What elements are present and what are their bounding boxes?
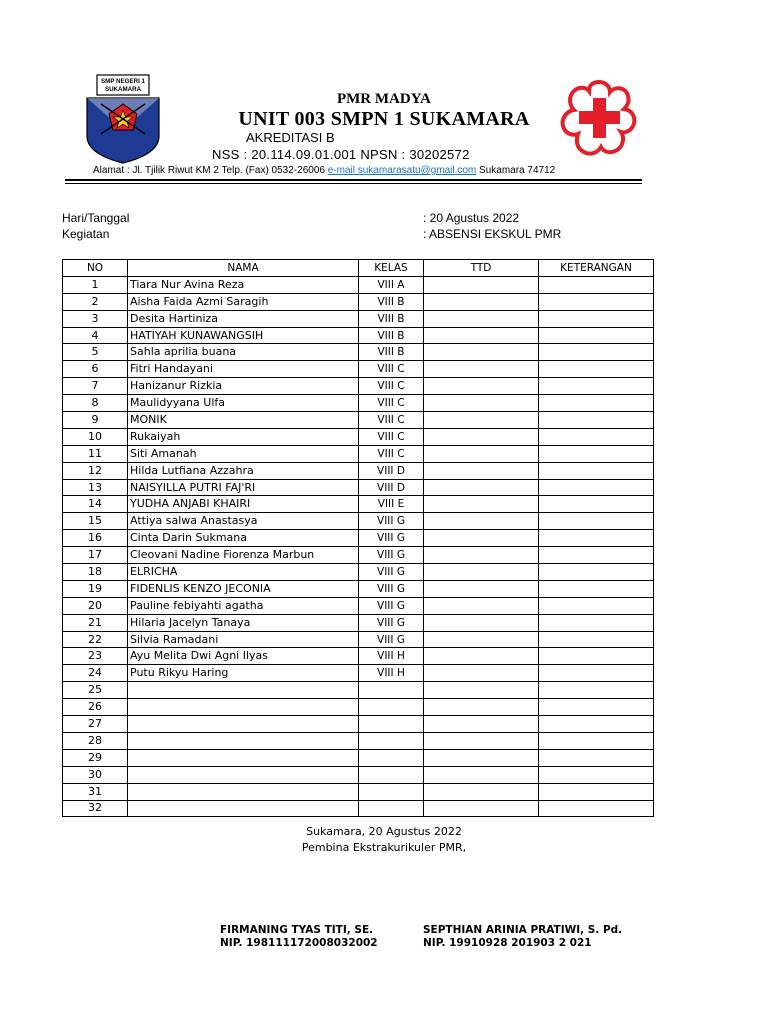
row-ttd — [424, 327, 539, 344]
row-keterangan — [539, 462, 654, 479]
row-no: 16 — [63, 530, 128, 547]
row-kelas — [359, 699, 424, 716]
col-header-kelas: KELAS — [359, 260, 424, 277]
row-nama: Cleovani Nadine Fiorenza Marbun — [128, 547, 359, 564]
header-divider-thin — [65, 183, 642, 184]
table-row — [63, 564, 654, 581]
row-no: 9 — [63, 412, 128, 429]
table-header-row — [63, 260, 654, 277]
row-nama: NAISYILLA PUTRI FAJ'RI — [128, 479, 359, 496]
row-ttd — [424, 445, 539, 462]
row-kelas: VIII C — [359, 378, 424, 395]
row-ttd — [424, 276, 539, 293]
row-ttd — [424, 361, 539, 378]
row-no: 20 — [63, 597, 128, 614]
row-nama: Siti Amanah — [128, 445, 359, 462]
row-nama: Aisha Faida Azmi Saragih — [128, 293, 359, 310]
row-kelas: VIII B — [359, 344, 424, 361]
row-nama — [128, 699, 359, 716]
activity-label: Kegiatan — [62, 227, 110, 241]
date-label: Hari/Tanggal — [62, 211, 130, 225]
row-no: 28 — [63, 732, 128, 749]
row-keterangan — [539, 749, 654, 766]
row-keterangan — [539, 276, 654, 293]
row-kelas — [359, 749, 424, 766]
row-ttd — [424, 682, 539, 699]
row-keterangan — [539, 631, 654, 648]
row-nama: Putu Rikyu Haring — [128, 665, 359, 682]
row-ttd — [424, 614, 539, 631]
accreditation: AKREDITASI B — [246, 130, 335, 145]
row-keterangan — [539, 513, 654, 530]
row-ttd — [424, 412, 539, 429]
row-keterangan — [539, 428, 654, 445]
row-kelas: VIII C — [359, 361, 424, 378]
row-no: 12 — [63, 462, 128, 479]
table-row — [63, 361, 654, 378]
row-nama — [128, 749, 359, 766]
address-line — [93, 165, 555, 176]
row-nama — [128, 682, 359, 699]
row-no: 27 — [63, 716, 128, 733]
row-no: 6 — [63, 361, 128, 378]
row-ttd — [424, 749, 539, 766]
table-row — [63, 412, 654, 429]
row-kelas: VIII H — [359, 648, 424, 665]
unit-title: UNIT 003 SMPN 1 SUKAMARA — [238, 108, 530, 130]
attendance-table — [62, 259, 654, 817]
table-row — [63, 783, 654, 800]
row-keterangan — [539, 682, 654, 699]
table-row — [63, 327, 654, 344]
table-row — [63, 682, 654, 699]
org-title: PMR MADYA — [336, 91, 431, 107]
row-keterangan — [539, 564, 654, 581]
address-suffix: Sukamara 74712 — [476, 165, 556, 176]
row-ttd — [424, 513, 539, 530]
row-ttd — [424, 800, 539, 817]
row-nama: Fitri Handayani — [128, 361, 359, 378]
row-ttd — [424, 648, 539, 665]
row-kelas: VIII C — [359, 428, 424, 445]
svg-text:SUKAMARA: SUKAMARA — [104, 86, 142, 93]
row-no: 22 — [63, 631, 128, 648]
row-kelas — [359, 716, 424, 733]
row-no: 18 — [63, 564, 128, 581]
row-no: 21 — [63, 614, 128, 631]
row-nama: Hanizanur Rizkia — [128, 378, 359, 395]
header-divider-thick — [65, 179, 642, 181]
row-nama: HATIYAH KUNAWANGSIH — [128, 327, 359, 344]
row-no: 2 — [63, 293, 128, 310]
row-keterangan — [539, 597, 654, 614]
row-kelas: VIII C — [359, 445, 424, 462]
table-row — [63, 445, 654, 462]
table-row — [63, 648, 654, 665]
row-ttd — [424, 732, 539, 749]
row-nama: Hilda Lutfiana Azzahra — [128, 462, 359, 479]
table-row — [63, 597, 654, 614]
row-ttd — [424, 395, 539, 412]
row-kelas — [359, 800, 424, 817]
row-no: 11 — [63, 445, 128, 462]
row-ttd — [424, 428, 539, 445]
svg-text:SMP NEGERI 1: SMP NEGERI 1 — [101, 78, 145, 85]
row-kelas: VIII A — [359, 276, 424, 293]
col-header-keterangan: KETERANGAN — [539, 260, 654, 277]
row-ttd — [424, 530, 539, 547]
row-ttd — [424, 597, 539, 614]
row-keterangan — [539, 479, 654, 496]
row-ttd — [424, 716, 539, 733]
row-ttd — [424, 564, 539, 581]
signer2-name: SEPTHIAN ARINIA PRATIWI, S. Pd. — [423, 924, 623, 936]
row-nama: Cinta Darin Sukmana — [128, 530, 359, 547]
row-nama — [128, 732, 359, 749]
row-keterangan — [539, 800, 654, 817]
row-no: 24 — [63, 665, 128, 682]
row-nama — [128, 800, 359, 817]
place-date: Sukamara, 20 Agustus 2022 — [306, 825, 462, 838]
row-keterangan — [539, 766, 654, 783]
row-no: 3 — [63, 310, 128, 327]
row-nama: Pauline febiyahti agatha — [128, 597, 359, 614]
row-kelas — [359, 783, 424, 800]
school-ids: NSS : 20.114.09.01.001 NPSN : 30202572 — [212, 147, 470, 162]
row-nama: MONIK — [128, 412, 359, 429]
row-ttd — [424, 665, 539, 682]
row-no: 8 — [63, 395, 128, 412]
table-row — [63, 428, 654, 445]
row-kelas: VIII E — [359, 496, 424, 513]
row-no: 19 — [63, 580, 128, 597]
row-nama: Hilaria Jacelyn Tanaya — [128, 614, 359, 631]
table-row — [63, 530, 654, 547]
row-no: 23 — [63, 648, 128, 665]
row-kelas: VIII H — [359, 665, 424, 682]
row-nama — [128, 766, 359, 783]
table-row — [63, 496, 654, 513]
address-prefix: Alamat : Jl. Tjilik Riwut KM 2 Telp. (Fax) 0532-26006 — [93, 165, 328, 176]
row-kelas: VIII B — [359, 310, 424, 327]
table-row — [63, 800, 654, 817]
row-ttd — [424, 496, 539, 513]
row-ttd — [424, 547, 539, 564]
row-no: 5 — [63, 344, 128, 361]
row-ttd — [424, 783, 539, 800]
row-keterangan — [539, 327, 654, 344]
table-row — [63, 310, 654, 327]
row-ttd — [424, 378, 539, 395]
row-no: 14 — [63, 496, 128, 513]
row-kelas — [359, 732, 424, 749]
row-no: 29 — [63, 749, 128, 766]
row-nama — [128, 716, 359, 733]
row-keterangan — [539, 293, 654, 310]
table-row — [63, 631, 654, 648]
table-row — [63, 276, 654, 293]
table-row — [63, 547, 654, 564]
row-nama: Tiara Nur Avina Reza — [128, 276, 359, 293]
signer2-nip: NIP. 19910928 201903 2 021 — [423, 937, 592, 949]
row-keterangan — [539, 648, 654, 665]
row-keterangan — [539, 310, 654, 327]
table-row — [63, 732, 654, 749]
row-nama: YUDHA ANJABI KHAIRI — [128, 496, 359, 513]
row-keterangan — [539, 395, 654, 412]
row-nama: FIDENLIS KENZO JECONIA — [128, 580, 359, 597]
row-kelas: VIII G — [359, 631, 424, 648]
row-no: 15 — [63, 513, 128, 530]
table-row — [63, 344, 654, 361]
row-nama: ELRICHA — [128, 564, 359, 581]
row-kelas: VIII G — [359, 564, 424, 581]
row-keterangan — [539, 530, 654, 547]
row-no: 25 — [63, 682, 128, 699]
row-kelas: VIII C — [359, 412, 424, 429]
row-keterangan — [539, 699, 654, 716]
row-ttd — [424, 631, 539, 648]
table-row — [63, 766, 654, 783]
table-row — [63, 513, 654, 530]
row-no: 7 — [63, 378, 128, 395]
email-link[interactable]: e-mail sukamarasatu@gmail.com — [327, 165, 477, 176]
row-kelas: VIII G — [359, 530, 424, 547]
table-row — [63, 479, 654, 496]
signer1-name: FIRMANING TYAS TITI, SE. — [220, 924, 374, 936]
row-nama — [128, 783, 359, 800]
row-keterangan — [539, 732, 654, 749]
row-keterangan — [539, 412, 654, 429]
row-keterangan — [539, 496, 654, 513]
row-keterangan — [539, 580, 654, 597]
row-keterangan — [539, 716, 654, 733]
row-nama: Desita Hartiniza — [128, 310, 359, 327]
row-kelas: VIII G — [359, 614, 424, 631]
row-kelas: VIII G — [359, 513, 424, 530]
table-row — [63, 293, 654, 310]
signer-role: Pembina Ekstrakurikuler PMR, — [301, 841, 467, 854]
row-nama: Sahla aprilia buana — [128, 344, 359, 361]
table-row — [63, 614, 654, 631]
row-ttd — [424, 344, 539, 361]
col-header-nama: NAMA — [128, 260, 359, 277]
row-kelas — [359, 682, 424, 699]
row-keterangan — [539, 361, 654, 378]
row-keterangan — [539, 378, 654, 395]
row-no: 4 — [63, 327, 128, 344]
row-no: 31 — [63, 783, 128, 800]
row-ttd — [424, 293, 539, 310]
row-keterangan — [539, 547, 654, 564]
row-keterangan — [539, 614, 654, 631]
table-row — [63, 462, 654, 479]
row-ttd — [424, 766, 539, 783]
row-keterangan — [539, 783, 654, 800]
row-ttd — [424, 310, 539, 327]
table-row — [63, 580, 654, 597]
row-nama: Ayu Melita Dwi Agni Ilyas — [128, 648, 359, 665]
table-row — [63, 749, 654, 766]
row-ttd — [424, 479, 539, 496]
row-kelas: VIII B — [359, 327, 424, 344]
row-no: 1 — [63, 276, 128, 293]
row-no: 26 — [63, 699, 128, 716]
col-header-no: NO — [63, 260, 128, 277]
row-no: 32 — [63, 800, 128, 817]
row-keterangan — [539, 665, 654, 682]
row-keterangan — [539, 344, 654, 361]
row-no: 17 — [63, 547, 128, 564]
row-nama: Maulidyyana Ulfa — [128, 395, 359, 412]
row-kelas: VIII B — [359, 293, 424, 310]
col-header-ttd: TTD — [424, 260, 539, 277]
signer1-nip: NIP. 198111172008032002 — [220, 937, 378, 949]
date-value: : 20 Agustus 2022 — [423, 211, 520, 225]
row-no: 30 — [63, 766, 128, 783]
row-nama: Silvia Ramadani — [128, 631, 359, 648]
table-row — [63, 395, 654, 412]
row-no: 13 — [63, 479, 128, 496]
row-no: 10 — [63, 428, 128, 445]
row-nama: Rukaiyah — [128, 428, 359, 445]
row-ttd — [424, 699, 539, 716]
table-row — [63, 665, 654, 682]
table-row — [63, 699, 654, 716]
row-kelas: VIII C — [359, 395, 424, 412]
row-kelas: VIII D — [359, 479, 424, 496]
activity-value: : ABSENSI EKSKUL PMR — [423, 227, 562, 241]
row-kelas: VIII G — [359, 597, 424, 614]
row-nama: Attiya salwa Anastasya — [128, 513, 359, 530]
row-keterangan — [539, 445, 654, 462]
row-kelas: VIII D — [359, 462, 424, 479]
row-kelas — [359, 766, 424, 783]
row-ttd — [424, 462, 539, 479]
row-ttd — [424, 580, 539, 597]
table-row — [63, 716, 654, 733]
table-row — [63, 378, 654, 395]
row-kelas: VIII G — [359, 547, 424, 564]
row-kelas: VIII G — [359, 580, 424, 597]
